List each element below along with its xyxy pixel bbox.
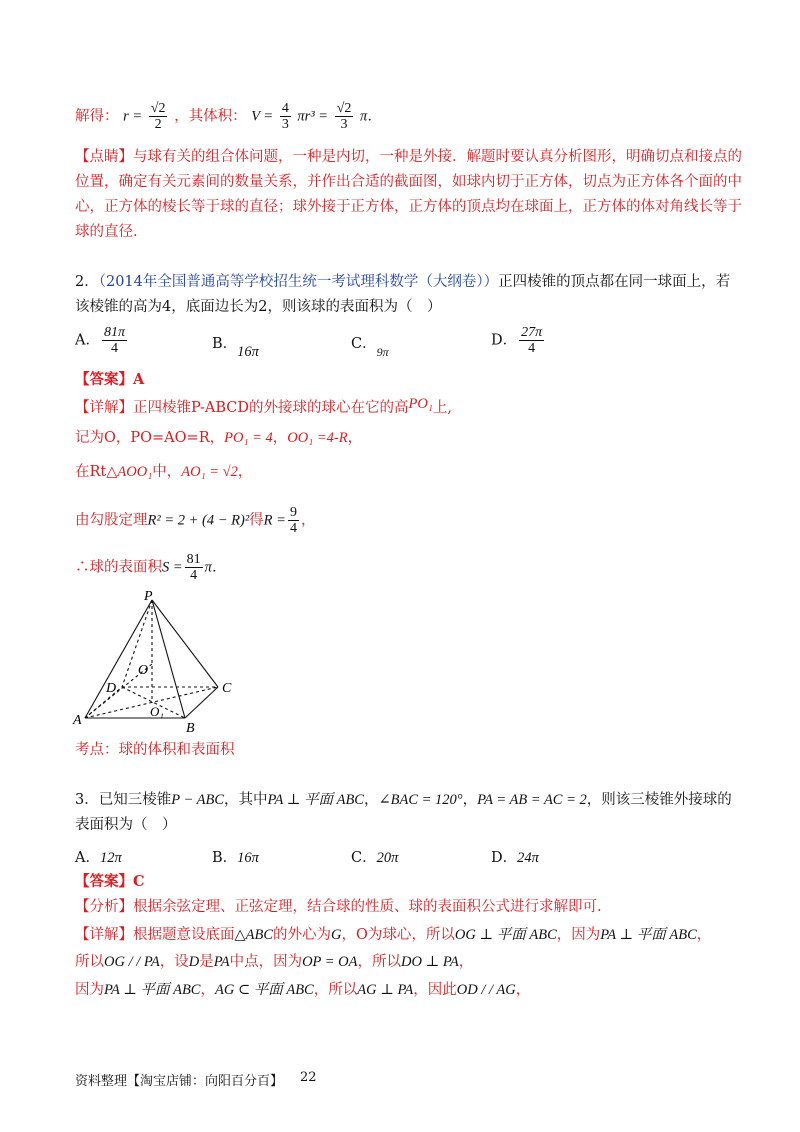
label-o1: O₁ [150,704,164,719]
q2-kaodian: 考点：球的体积和表面积 [75,742,235,758]
q2-answer: 【答案】A [75,371,145,388]
pi-r3: πr³ = [297,108,329,125]
q2-option-b: B．16π [212,336,259,360]
q2-option-d: D． $\frac{27\pi}{4}$ [491,325,543,356]
footer-source: 资料整理【淘宝店铺：向阳百分百】 [75,1074,284,1089]
q3-detail-line-2: 所以OG / / PA，设D是PA中点，因为OP = OA，所以DO ⊥ PA， [75,954,474,970]
solution-sep: ，其体积： [174,108,247,125]
label-a: A [73,713,82,728]
q2-stem-line-2: 该棱锥的高为4，底面边长为2，则该球的表面积为（ ） [75,299,442,315]
tip-line-1: 【点睛】与球有关的组合体问题，一种是内切，一种是外接．解题时要认真分析图形，明确切点和接点的 [75,149,742,165]
tip-line-3: 心，正方体的棱长等于球的直径；球外接于正方体，正方体的顶点均在球面上，正方体的体对角线长等于 [75,199,742,215]
label-b: B [186,721,195,736]
solution-v: V = [251,108,274,125]
label-d: D [106,681,117,696]
q1-solution [75,101,382,132]
q3-option-d: D．24π [491,850,539,866]
q2-stem-1: 正四棱锥的顶点都在同一球面上，若 [498,274,731,290]
q2-stem-line-1 [75,272,730,292]
q3-option-c: C．20π [351,850,399,866]
frac-sqrt2-over-2: $\frac{√2}{2}$ [150,101,166,132]
q3-option-a: A．12π [75,850,122,866]
solution-r: r = [123,108,143,125]
pi-end: π． [360,108,382,125]
solution-prefix: 解得： [75,108,119,125]
label-p: P [144,589,153,604]
q2-detail-line-3: 在Rt△AOO₁中，AO₁ = √2， [75,464,253,480]
q2-detail-line-1: 【详解】正四棱锥P-ABCD的外接球的球心在它的高PO₁上, [75,396,452,416]
q2-option-a: A． $\frac{81\pi}{4}$ [75,325,125,356]
pyramid-figure [70,588,250,738]
q2-detail-line-2: 记为O，PO=AO=R，PO₁ = 4，OO₁ =4-R， [75,430,363,446]
q3-option-b: B．16π [212,850,259,866]
q2-option-c: C．$_{9\pi}$ [351,336,389,359]
q2-number: 2． [75,274,99,290]
label-o: O [138,663,149,678]
tip-line-2: 位置，确定有关元素间的数量关系，并作出合适的截面图，如球内切于正方体，切点为正方体各个面的中 [75,174,742,190]
page-number: 22 [300,1070,317,1085]
q2-detail-line-4: 由勾股定理R² = 2 + (4 − R)²得R = $\frac{9}{4}$ ， [75,505,316,536]
q3-detail-line-3: 因为PA ⊥ 平面 ABC，AG ⊂ 平面 ABC，所以AG ⊥ PA，因此OD / / AG， [75,982,531,998]
q2-detail-line-5: ∴球的表面积S = $\frac{81}{4}$ π． [75,552,227,583]
q3-stem-line-1: 3．已知三棱锥P − ABC，其中PA ⊥ 平面 ABC，∠BAC = 120°，PA = AB = AC = 2，则该三棱锥外接球的 [75,792,732,808]
q3-detail-line-1: 【详解】根据题意设底面△ABC的外心为G，O为球心，所以OG ⊥ 平面 ABC，因为PA ⊥ 平面 ABC， [75,927,712,943]
q2-source: （2014年全国普通高等学校招生统一考试理科数学（大纲卷）） [98,274,499,290]
label-c: C [222,681,232,696]
q3-answer: 【答案】C [75,873,145,890]
frac-4-over-3: $\frac{4}{3}$ [281,101,289,132]
tip-line-4: 球的直径. [75,224,138,240]
frac-sqrt2-over-3: $\frac{√2}{3}$ [336,101,352,132]
q3-analysis: 【分析】根据余弦定理、正弦定理，结合球的性质、球的表面积公式进行求解即可. [75,899,602,915]
q3-stem-line-2: 表面积为（ ） [75,817,177,833]
